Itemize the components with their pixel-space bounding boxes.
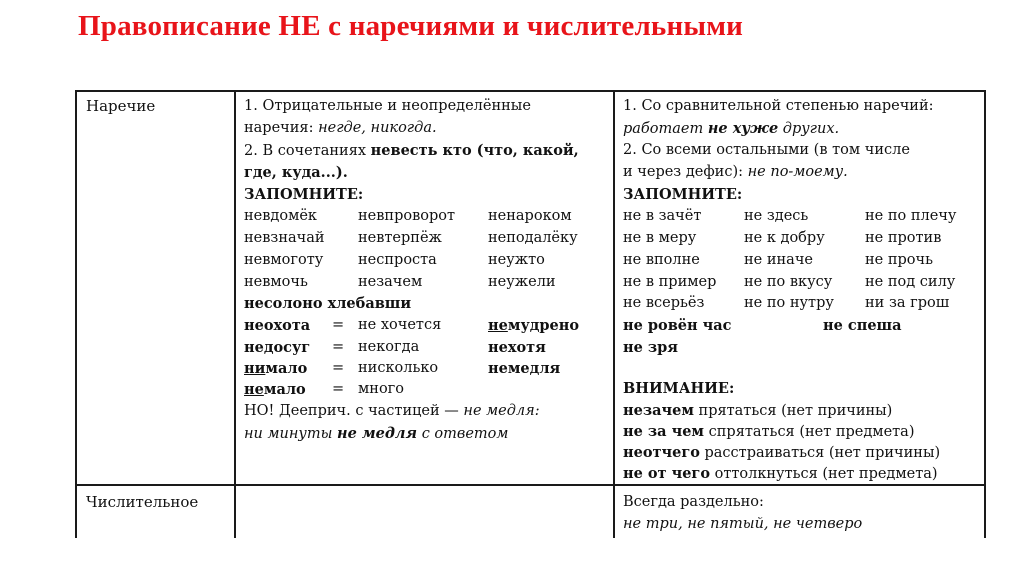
- rule-2-line-1: [244, 140, 579, 163]
- pair-word: [244, 379, 306, 401]
- word-list-item: не вполне: [623, 252, 700, 268]
- attention-item: [623, 400, 892, 423]
- page-title: Правописание НЕ с наречиями и числительными: [78, 10, 744, 42]
- pair-extra-word: нехотя: [488, 339, 546, 356]
- pair-word: [244, 358, 307, 380]
- rule-r1-ex-1: работает: [623, 121, 708, 137]
- attention-word: не от чего: [623, 465, 710, 482]
- pair-meaning: много: [358, 381, 404, 397]
- word-list-item: невмочь: [244, 274, 308, 290]
- pair-word-rest: мало: [265, 360, 308, 377]
- attention-text: прятаться (нет причины): [693, 403, 893, 419]
- attention-text: расстраиваться (нет причины): [699, 445, 941, 461]
- table-left-border: [75, 90, 77, 538]
- rule-1-line-2: [244, 118, 437, 140]
- rule-1-text: наречия:: [244, 120, 319, 136]
- rule-r2-line-2: [623, 162, 848, 184]
- attention-item: [623, 463, 938, 486]
- rule-1-examples: негде, никогда.: [318, 120, 437, 136]
- pair-meaning: не хочется: [358, 317, 442, 333]
- word-list-item: невмоготу: [244, 252, 324, 268]
- attention-item: [623, 442, 940, 465]
- rule-r2-line-1: 2. Со всеми остальными (в том числе: [623, 142, 910, 158]
- row-label-adverb: Наречие: [86, 97, 156, 115]
- rule-1-line-1: 1. Отрицательные и неопределённые: [244, 98, 531, 114]
- table-col-divider-2: [613, 90, 615, 538]
- note-example-1: ни минуты: [244, 426, 337, 442]
- pair-meaning: некогда: [358, 339, 420, 355]
- word-list-item: не иначе: [744, 252, 813, 268]
- numeral-rule: Всегда раздельно:: [623, 494, 764, 510]
- word-list-item: не в пример: [623, 274, 717, 290]
- pair-word: недосуг: [244, 339, 311, 356]
- note-example: не медля:: [463, 403, 540, 419]
- pair-word-underlined: ни: [244, 360, 266, 377]
- word-list-item: невзначай: [244, 230, 325, 246]
- remember-heading-right: ЗАПОМНИТЕ:: [623, 186, 743, 203]
- word-list-item: не по нутру: [744, 295, 834, 311]
- word-list-item: неподалёку: [488, 230, 578, 246]
- note-example-bold: не медля: [337, 425, 418, 442]
- attention-heading: ВНИМАНИЕ:: [623, 380, 735, 397]
- attention-text: спрятаться (нет предмета): [704, 424, 915, 440]
- pair-word-rest: мало: [263, 381, 306, 398]
- word-list-item: неспроста: [358, 252, 437, 268]
- pair-equals: =: [332, 381, 345, 397]
- word-list-item: ненароком: [488, 208, 572, 224]
- attention-text: оттолкнуться (нет предмета): [710, 466, 938, 482]
- note-text: НО! Дееприч. с частицей —: [244, 403, 464, 419]
- rule-r1-line-2: [623, 118, 839, 141]
- word-list-item: неужели: [488, 274, 556, 290]
- word-list-bold-item: не зря: [623, 339, 678, 356]
- attention-word: незачем: [623, 402, 694, 419]
- pair-extra-underlined: не: [488, 317, 508, 334]
- note-example-3: с ответом: [417, 426, 509, 442]
- pair-word-underlined: не: [244, 381, 264, 398]
- word-list-item: невдомёк: [244, 208, 317, 224]
- word-list-item: неужто: [488, 252, 545, 268]
- rule-r1-ex-bold: не хуже: [707, 120, 779, 137]
- word-list-item: не в меру: [623, 230, 697, 246]
- table-top-border: [75, 90, 986, 92]
- pair-extra-word: немедля: [488, 360, 561, 377]
- remember-heading-left: ЗАПОМНИТЕ:: [244, 186, 364, 203]
- pair-equals: =: [332, 317, 345, 333]
- word-list-item: незачем: [358, 274, 423, 290]
- word-list-item: не под силу: [865, 274, 956, 290]
- pair-extra-rest: мудрено: [507, 317, 580, 334]
- pair-meaning: нисколько: [358, 360, 439, 376]
- attention-item: [623, 421, 915, 444]
- attention-word: не за чем: [623, 423, 705, 440]
- word-list-item: ни за грош: [865, 295, 950, 311]
- word-list-item: не против: [865, 230, 942, 246]
- word-list-item: не прочь: [865, 252, 934, 268]
- pair-extra-word: [488, 315, 579, 337]
- pair-equals: =: [332, 339, 345, 355]
- table-col-divider-1: [234, 90, 236, 538]
- word-list-item: не всерьёз: [623, 295, 705, 311]
- rule-2-text: 2. В сочетаниях: [244, 143, 371, 159]
- rule-r2-example: не по-моему.: [747, 164, 848, 180]
- word-list-bold-item: не ровён час: [623, 317, 732, 334]
- note-line-1: [244, 401, 540, 423]
- rule-r1-ex-3: других.: [778, 121, 840, 137]
- attention-word: неотчего: [623, 444, 700, 461]
- word-list-item: невпроворот: [358, 208, 456, 224]
- rule-r1-line-1: 1. Со сравнительной степенью наречий:: [623, 98, 934, 114]
- rule-2-line-2: где, куда...).: [244, 164, 348, 181]
- word-list-bold-item: не спеша: [823, 317, 902, 334]
- word-list-item: не по вкусу: [744, 274, 833, 290]
- word-list-bold-item: несолоно хлебавши: [244, 295, 412, 312]
- table-right-border: [984, 90, 986, 538]
- word-list-item: невтерпёж: [358, 230, 442, 246]
- row-label-numeral: Числительное: [86, 493, 199, 511]
- note-line-2: [244, 423, 508, 446]
- rule-r2-text: и через дефис):: [623, 164, 748, 180]
- word-list-item: не по плечу: [865, 208, 957, 224]
- rule-2-bold: невесть кто (что, какой,: [370, 142, 579, 159]
- word-list-item: не к добру: [744, 230, 825, 246]
- word-list-item: не здесь: [744, 208, 809, 224]
- word-list-item: не в зачёт: [623, 208, 702, 224]
- numeral-examples: не три, не пятый, не четверо: [623, 516, 863, 532]
- pair-word: неохота: [244, 317, 311, 334]
- pair-equals: =: [332, 360, 345, 376]
